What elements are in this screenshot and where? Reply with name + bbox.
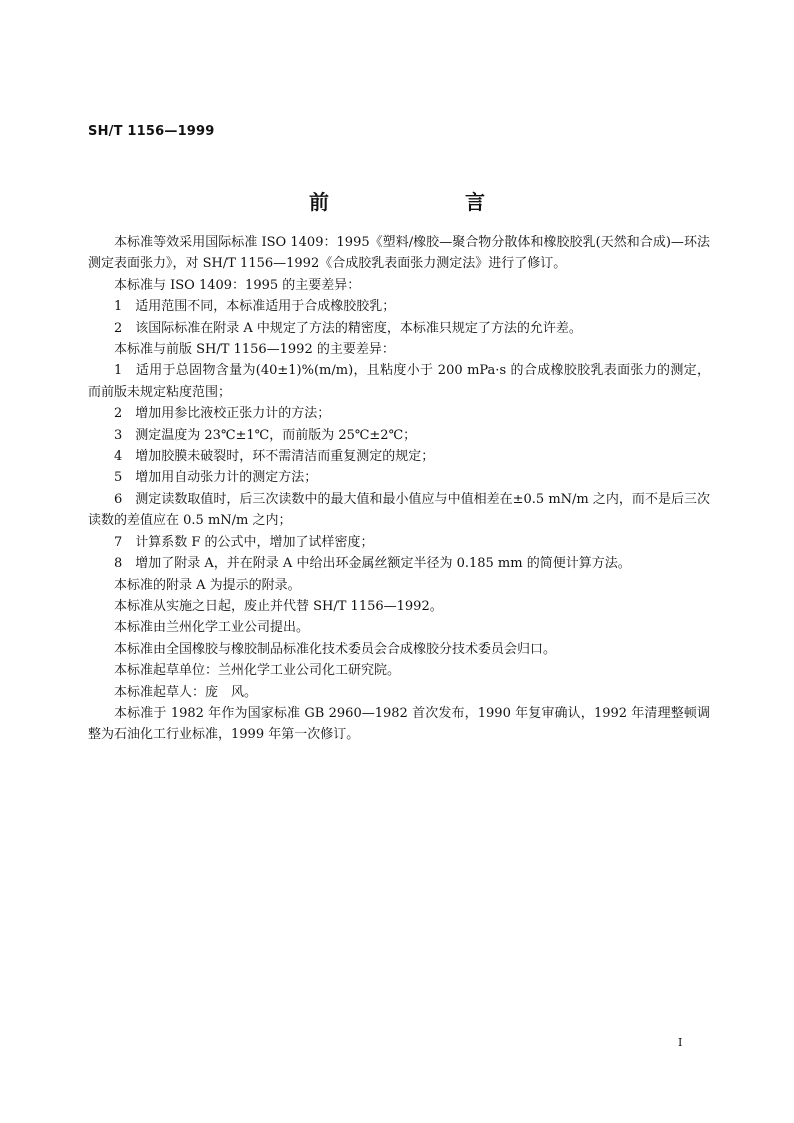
paragraph: 8 增加了附录 A，并在附录 A 中给出环金属丝额定半径为 0.185 mm 的简便计算方法。 — [114, 556, 631, 572]
paragraph: 本标准起草人：庞 风。 — [114, 684, 258, 700]
paragraph: 本标准于 1982 年作为国家标准 GB 2960—1982 首次发布，1990 年复审确认，1992 年清理整顿调整为石油化工行业标准，1999 年第一次修订。 — [88, 705, 710, 743]
page-number: I — [678, 1036, 683, 1049]
paragraph: 2 该国际标准在附录 A 中规定了方法的精密度，本标准只规定了方法的允许差。 — [114, 320, 582, 336]
paragraph: 本标准的附录 A 为提示的附录。 — [114, 577, 301, 593]
standard-code: SH/T 1156—1999 — [88, 124, 215, 139]
page-title: 前 言 — [309, 190, 543, 214]
paragraph: 1 适用范围不同，本标准适用于合成橡胶胶乳； — [114, 299, 396, 315]
paragraph: 6 测定读数取值时，后三次读数中的最大值和最小值应与中值相差在±0.5 mN/m 之内，而不是后三次读数的差值应在 0.5 mN/m 之内； — [88, 491, 710, 529]
paragraph: 本标准与 ISO 1409：1995 的主要差异： — [114, 277, 361, 293]
paragraph: 4 增加胶膜未破裂时，环不需清洁而重复测定的规定； — [114, 449, 435, 465]
paragraph: 2 增加用参比液校正张力计的方法； — [114, 406, 331, 422]
paragraph: 本标准由兰州化学工业公司提出。 — [114, 620, 310, 636]
paragraph: 本标准等效采用国际标准 ISO 1409：1995《塑料/橡胶—聚合物分散体和橡胶胶乳(天然和合成)—环法测定表面张力》，对 SH/T 1156—1992《合成胶乳表面张力测定法》进行了修订。 — [88, 235, 710, 272]
paragraph: 本标准与前版 SH/T 1156—1992 的主要差异： — [114, 342, 395, 358]
foreword-body — [88, 232, 710, 746]
paragraph: 本标准由全国橡胶与橡胶制品标准化技术委员会合成橡胶分技术委员会归口。 — [114, 641, 557, 657]
paragraph: 7 计算系数 F 的公式中，增加了试样密度； — [114, 534, 374, 550]
paragraph: 本标准起草单位：兰州化学工业公司化工研究院。 — [114, 663, 401, 679]
paragraph: 本标准从实施之日起，废止并代替 SH/T 1156—1992。 — [114, 598, 443, 614]
paragraph: 3 测定温度为 23℃±1℃，而前版为 25℃±2℃； — [114, 427, 417, 443]
paragraph: 1 适用于总固物含量为(40±1)%(m/m)，且粘度小于 200 mPa·s 的合成橡胶胶乳表面张力的测定，而前版未规定粘度范围； — [88, 363, 710, 400]
paragraph: 5 增加用自动张力计的测定方法； — [114, 470, 318, 486]
